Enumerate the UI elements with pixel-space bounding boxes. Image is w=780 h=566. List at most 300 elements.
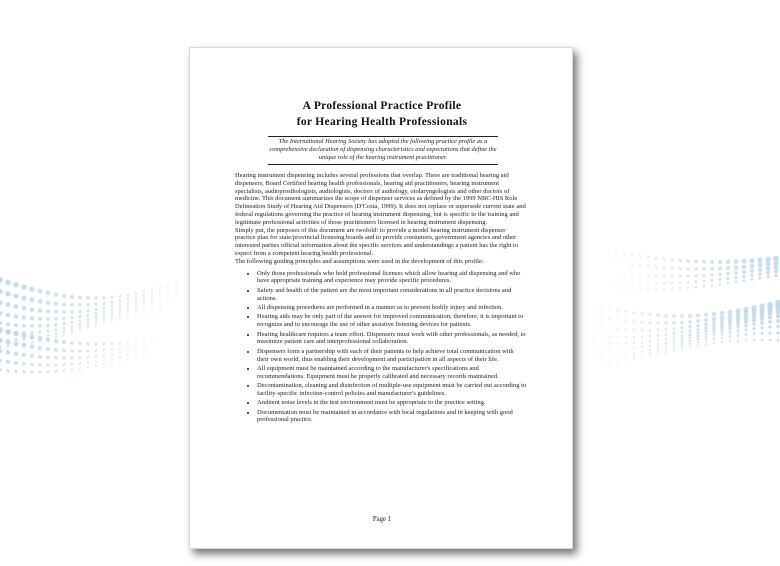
background-dot — [664, 314, 667, 317]
background-dot — [63, 363, 66, 366]
background-dot — [70, 310, 74, 314]
background-dot — [681, 335, 684, 338]
background-dot — [704, 326, 707, 329]
background-dot — [14, 314, 18, 318]
background-dot — [609, 336, 611, 338]
background-dot — [735, 280, 738, 283]
background-dot — [712, 317, 716, 321]
background-dot — [774, 265, 779, 270]
background-dot — [135, 292, 138, 295]
background-dot — [750, 264, 755, 269]
background-dot — [87, 318, 90, 321]
background-dot — [744, 320, 748, 324]
background-dot — [736, 326, 739, 329]
background-dot — [78, 349, 81, 352]
paragraph-purpose: Simply put, the purposes of this document are twofold: to provide a model hearing instrument dispenser practice plan for state/provincial licensing boards and to provide consumers, government agencies and other interested parties official information about the specific services and understandings a patient has the right to expect from a competent hearing health professional. — [235, 226, 519, 257]
background-dot — [87, 321, 89, 323]
background-dot — [665, 348, 667, 350]
background-dot — [615, 280, 616, 281]
background-dot — [110, 296, 113, 299]
background-dot — [766, 271, 770, 275]
background-dot — [14, 352, 18, 356]
background-dot — [78, 310, 81, 313]
background-dot — [94, 303, 97, 306]
background-dot — [744, 328, 747, 331]
background-dot — [95, 312, 98, 315]
background-dot — [151, 297, 153, 299]
background-dot — [681, 348, 683, 350]
background-dot — [143, 339, 145, 341]
background-dot — [743, 279, 746, 282]
background-dot — [647, 282, 649, 284]
background-dot — [143, 351, 144, 352]
background-dot — [127, 294, 130, 297]
background-dot — [111, 301, 114, 304]
background-dot — [175, 282, 177, 284]
background-dot — [631, 254, 633, 256]
background-dot — [703, 280, 706, 283]
background-dot — [710, 260, 714, 264]
background-dot — [663, 289, 665, 291]
background-dot — [63, 369, 65, 371]
background-dot — [689, 333, 692, 336]
background-dot — [607, 251, 608, 252]
background-dot — [86, 342, 89, 345]
background-dot — [159, 290, 161, 292]
background-dot — [103, 322, 105, 324]
background-dot — [615, 252, 617, 254]
background-dot — [633, 336, 635, 338]
background-dot — [734, 259, 739, 264]
background-dot — [713, 334, 716, 337]
background-dot — [737, 330, 740, 333]
background-dot — [617, 328, 619, 330]
background-dot — [38, 324, 41, 327]
background-dot — [119, 312, 121, 314]
background-dot — [712, 328, 715, 331]
background-dot — [617, 359, 619, 361]
background-dot — [617, 336, 619, 338]
background-dot — [639, 282, 641, 284]
background-dot — [688, 314, 692, 318]
background-dot — [633, 329, 635, 331]
principles-list — [235, 270, 527, 425]
background-dot — [55, 363, 58, 366]
background-dot — [143, 308, 145, 310]
background-dot — [649, 321, 652, 324]
background-dot — [151, 342, 152, 343]
document-page — [189, 47, 573, 549]
background-dot — [87, 326, 89, 328]
background-dot — [711, 284, 713, 286]
background-dot — [744, 324, 747, 327]
background-dot — [647, 289, 649, 291]
background-dot — [30, 316, 34, 320]
background-dot — [761, 339, 763, 341]
background-dot — [750, 274, 754, 278]
background-dot — [705, 333, 708, 336]
background-dot — [143, 347, 145, 349]
background-dot — [167, 300, 168, 301]
background-dot — [0, 289, 3, 295]
background-dot — [704, 322, 708, 326]
background-dot — [711, 279, 714, 282]
list-item: • Dispensers form a partnership with each of their patients to help achieve total communication with their own world, thus enabling their development and participation in all aspects of their life. — [257, 348, 527, 364]
background-dot — [31, 371, 34, 374]
background-dot — [713, 331, 716, 334]
background-dot — [0, 327, 3, 333]
background-dot — [704, 318, 708, 322]
background-dot — [734, 265, 738, 269]
background-dot — [143, 305, 145, 307]
background-dot — [55, 336, 57, 338]
background-dot — [0, 338, 3, 343]
background-dot — [649, 340, 651, 342]
background-dot — [625, 328, 627, 330]
background-dot — [167, 296, 169, 298]
background-dot — [760, 317, 764, 321]
background-dot — [657, 353, 659, 355]
background-dot — [0, 368, 2, 371]
background-dot — [127, 307, 129, 309]
background-dot — [143, 313, 145, 315]
background-dot — [22, 353, 26, 357]
background-dot — [94, 296, 98, 300]
background-dot — [671, 267, 674, 270]
background-dot — [721, 337, 723, 339]
background-dot — [71, 331, 73, 333]
background-dot — [159, 301, 161, 303]
background-dot — [729, 340, 731, 342]
background-dot — [601, 356, 603, 358]
background-dot — [111, 353, 113, 355]
background-dot — [655, 274, 657, 276]
background-dot — [46, 317, 50, 321]
background-dot — [111, 305, 114, 308]
background-dot — [46, 356, 50, 360]
background-dot — [688, 329, 691, 332]
background-dot — [681, 345, 683, 347]
background-dot — [593, 350, 595, 352]
list-item: • Safety and health of the patient are the most important considerations in all practice decisions and actions. — [257, 287, 527, 303]
background-dot — [625, 361, 627, 363]
background-dot — [102, 296, 105, 299]
background-dot — [609, 360, 611, 362]
background-dot — [95, 324, 97, 326]
background-dot — [655, 257, 658, 260]
list-item: • Decontamination, cleaning and disinfection of multiple-use equipment must be carried out according to facility-specific infection-control policies and manufacturer's guidelines. — [257, 382, 527, 398]
background-dot — [94, 308, 97, 311]
background-dot — [609, 355, 611, 357]
background-dot — [127, 301, 129, 303]
background-dot — [0, 321, 2, 325]
background-dot — [686, 267, 689, 270]
background-dot — [47, 334, 50, 337]
background-dot — [22, 295, 27, 300]
background-dot — [127, 309, 129, 311]
background-dot — [111, 348, 113, 350]
background-dot — [103, 307, 106, 310]
background-dot — [710, 273, 713, 276]
list-item: • Documentation must be maintained in accordance with local regulations and in keeping with good professional practice. — [257, 409, 527, 425]
background-dot — [593, 343, 595, 345]
background-dot — [135, 296, 137, 298]
background-dot — [663, 275, 665, 277]
background-dot — [663, 266, 666, 269]
background-dot — [71, 328, 73, 330]
background-dot — [718, 278, 721, 281]
background-dot — [760, 321, 764, 325]
background-dot — [776, 319, 780, 323]
background-dot — [86, 296, 90, 300]
background-dot — [623, 272, 625, 274]
background-dot — [720, 329, 723, 332]
background-dot — [774, 270, 778, 274]
background-dot — [673, 336, 676, 339]
background-dot — [30, 297, 35, 302]
background-dot — [167, 290, 169, 292]
background-dot — [62, 317, 65, 320]
background-dot — [776, 325, 779, 328]
background-dot — [718, 260, 722, 264]
background-dot — [119, 314, 121, 316]
background-dot — [78, 315, 81, 318]
background-dot — [70, 356, 73, 359]
background-dot — [38, 336, 43, 341]
background-dot — [95, 321, 97, 323]
background-dot — [23, 370, 26, 373]
background-dot — [641, 341, 643, 343]
background-dot — [673, 343, 675, 345]
background-dot — [119, 303, 122, 306]
background-dot — [15, 338, 18, 341]
background-dot — [175, 291, 176, 292]
background-dot — [79, 356, 82, 359]
background-dot — [712, 312, 717, 317]
background-dot — [46, 300, 50, 304]
background-dot — [63, 333, 65, 335]
background-dot — [742, 275, 745, 278]
background-dot — [143, 297, 145, 299]
background-dot — [712, 324, 716, 328]
background-dot — [729, 335, 732, 338]
background-dot — [641, 312, 644, 315]
background-dot — [5, 280, 11, 286]
background-dot — [103, 316, 105, 318]
background-dot — [623, 263, 625, 265]
background-dot — [601, 306, 603, 308]
background-dot — [111, 362, 113, 364]
background-dot — [70, 316, 73, 319]
background-dot — [143, 355, 144, 356]
background-dot — [615, 262, 617, 264]
background-dot — [38, 317, 42, 321]
background-dot — [641, 329, 644, 332]
background-dot — [639, 255, 641, 257]
background-dot — [609, 343, 611, 345]
background-dot — [143, 302, 145, 304]
background-dot — [127, 351, 129, 353]
background-dot — [758, 272, 762, 276]
background-dot — [0, 348, 2, 353]
background-dot — [127, 298, 130, 301]
background-dot — [29, 287, 34, 292]
background-dot — [6, 350, 10, 354]
background-dot — [609, 308, 611, 310]
background-dot — [39, 371, 42, 374]
background-dot — [79, 367, 81, 369]
background-dot — [6, 360, 10, 364]
background-dot — [135, 314, 137, 316]
background-dot — [641, 321, 644, 324]
background-dot — [710, 267, 714, 271]
background-dot — [641, 354, 643, 356]
background-dot — [728, 327, 731, 330]
background-dot — [585, 324, 587, 326]
background-dot — [87, 356, 90, 359]
background-dot — [46, 347, 50, 351]
background-dot — [609, 318, 611, 320]
background-dot — [750, 269, 754, 273]
background-dot — [633, 359, 635, 361]
background-dot — [5, 329, 11, 335]
background-dot — [119, 309, 121, 311]
background-dot — [151, 300, 153, 302]
background-dot — [167, 293, 169, 295]
background-dot — [111, 320, 113, 322]
background-dot — [78, 342, 82, 346]
background-dot — [696, 313, 700, 317]
background-dot — [14, 323, 18, 327]
background-dot — [103, 310, 106, 313]
background-dot — [21, 333, 26, 338]
background-dot — [159, 311, 160, 312]
background-dot — [86, 309, 89, 312]
background-dot — [78, 303, 82, 307]
background-dot — [736, 322, 740, 326]
background-dot — [633, 342, 635, 344]
background-dot — [671, 288, 673, 290]
background-dot — [38, 289, 43, 294]
background-dot — [135, 304, 137, 306]
background-dot — [22, 343, 27, 348]
background-dot — [657, 334, 660, 337]
background-dot — [647, 256, 649, 258]
background-dot — [95, 319, 97, 321]
background-dot — [649, 345, 651, 347]
background-dot — [688, 325, 691, 328]
background-dot — [119, 347, 121, 349]
background-dot — [111, 317, 113, 319]
background-dot — [718, 267, 722, 271]
background-dot — [79, 319, 82, 322]
list-item: • Ambient noise levels in the test environment must be appropriate to the practice setting. — [257, 399, 527, 407]
background-dot — [694, 260, 698, 264]
background-dot — [87, 361, 89, 363]
background-dot — [760, 326, 763, 329]
background-dot — [680, 314, 684, 318]
background-dot — [623, 289, 624, 290]
background-dot — [71, 368, 73, 370]
background-dot — [111, 311, 113, 313]
background-dot — [38, 308, 42, 312]
background-dot — [30, 307, 34, 311]
background-dot — [665, 345, 667, 347]
background-dot — [127, 341, 129, 343]
background-dot — [741, 259, 746, 264]
background-dot — [135, 302, 137, 304]
background-dot — [758, 277, 761, 280]
background-dot — [0, 359, 2, 363]
background-dot — [103, 314, 106, 317]
background-dot — [749, 258, 754, 263]
background-dot — [585, 334, 586, 335]
background-dot — [657, 343, 659, 345]
background-dot — [625, 320, 627, 322]
background-dot — [31, 341, 33, 343]
background-dot — [103, 342, 106, 345]
background-dot — [769, 332, 772, 335]
background-dot — [726, 260, 731, 265]
background-dot — [70, 349, 73, 352]
background-dot — [119, 342, 121, 344]
background-dot — [641, 350, 643, 352]
background-dot — [753, 339, 755, 341]
background-dot — [774, 274, 777, 277]
background-dot — [609, 364, 610, 365]
background-dot — [62, 356, 65, 359]
background-dot — [78, 296, 82, 300]
background-dot — [87, 324, 89, 326]
background-dot — [167, 305, 168, 306]
background-dot — [697, 335, 700, 338]
background-dot — [151, 289, 153, 291]
background-dot — [631, 289, 633, 291]
background-dot — [175, 294, 176, 295]
background-dot — [62, 340, 66, 344]
background-dot — [95, 360, 97, 362]
background-dot — [46, 309, 50, 313]
background-dot — [673, 350, 675, 352]
background-dot — [758, 268, 762, 272]
background-dot — [159, 306, 161, 308]
background-dot — [765, 262, 770, 267]
background-dot — [686, 259, 690, 263]
background-dot — [631, 264, 633, 266]
background-dot — [768, 320, 772, 324]
background-dot — [30, 331, 33, 334]
background-dot — [671, 275, 674, 278]
background-dot — [143, 291, 145, 293]
background-dot — [159, 295, 161, 297]
background-dot — [665, 351, 667, 353]
background-dot — [6, 369, 9, 372]
document-title-line2: for Hearing Health Professionals — [296, 116, 468, 128]
background-dot — [657, 328, 660, 331]
background-dot — [135, 310, 137, 312]
background-dot — [7, 345, 10, 348]
background-dot — [696, 324, 700, 328]
background-dot — [46, 324, 49, 327]
background-dot — [726, 266, 730, 270]
background-dot — [617, 362, 619, 364]
background-dot — [601, 361, 602, 362]
background-dot — [752, 319, 756, 323]
background-dot — [633, 352, 635, 354]
background-dot — [79, 329, 81, 331]
background-dot — [38, 299, 43, 304]
background-dot — [625, 336, 627, 338]
